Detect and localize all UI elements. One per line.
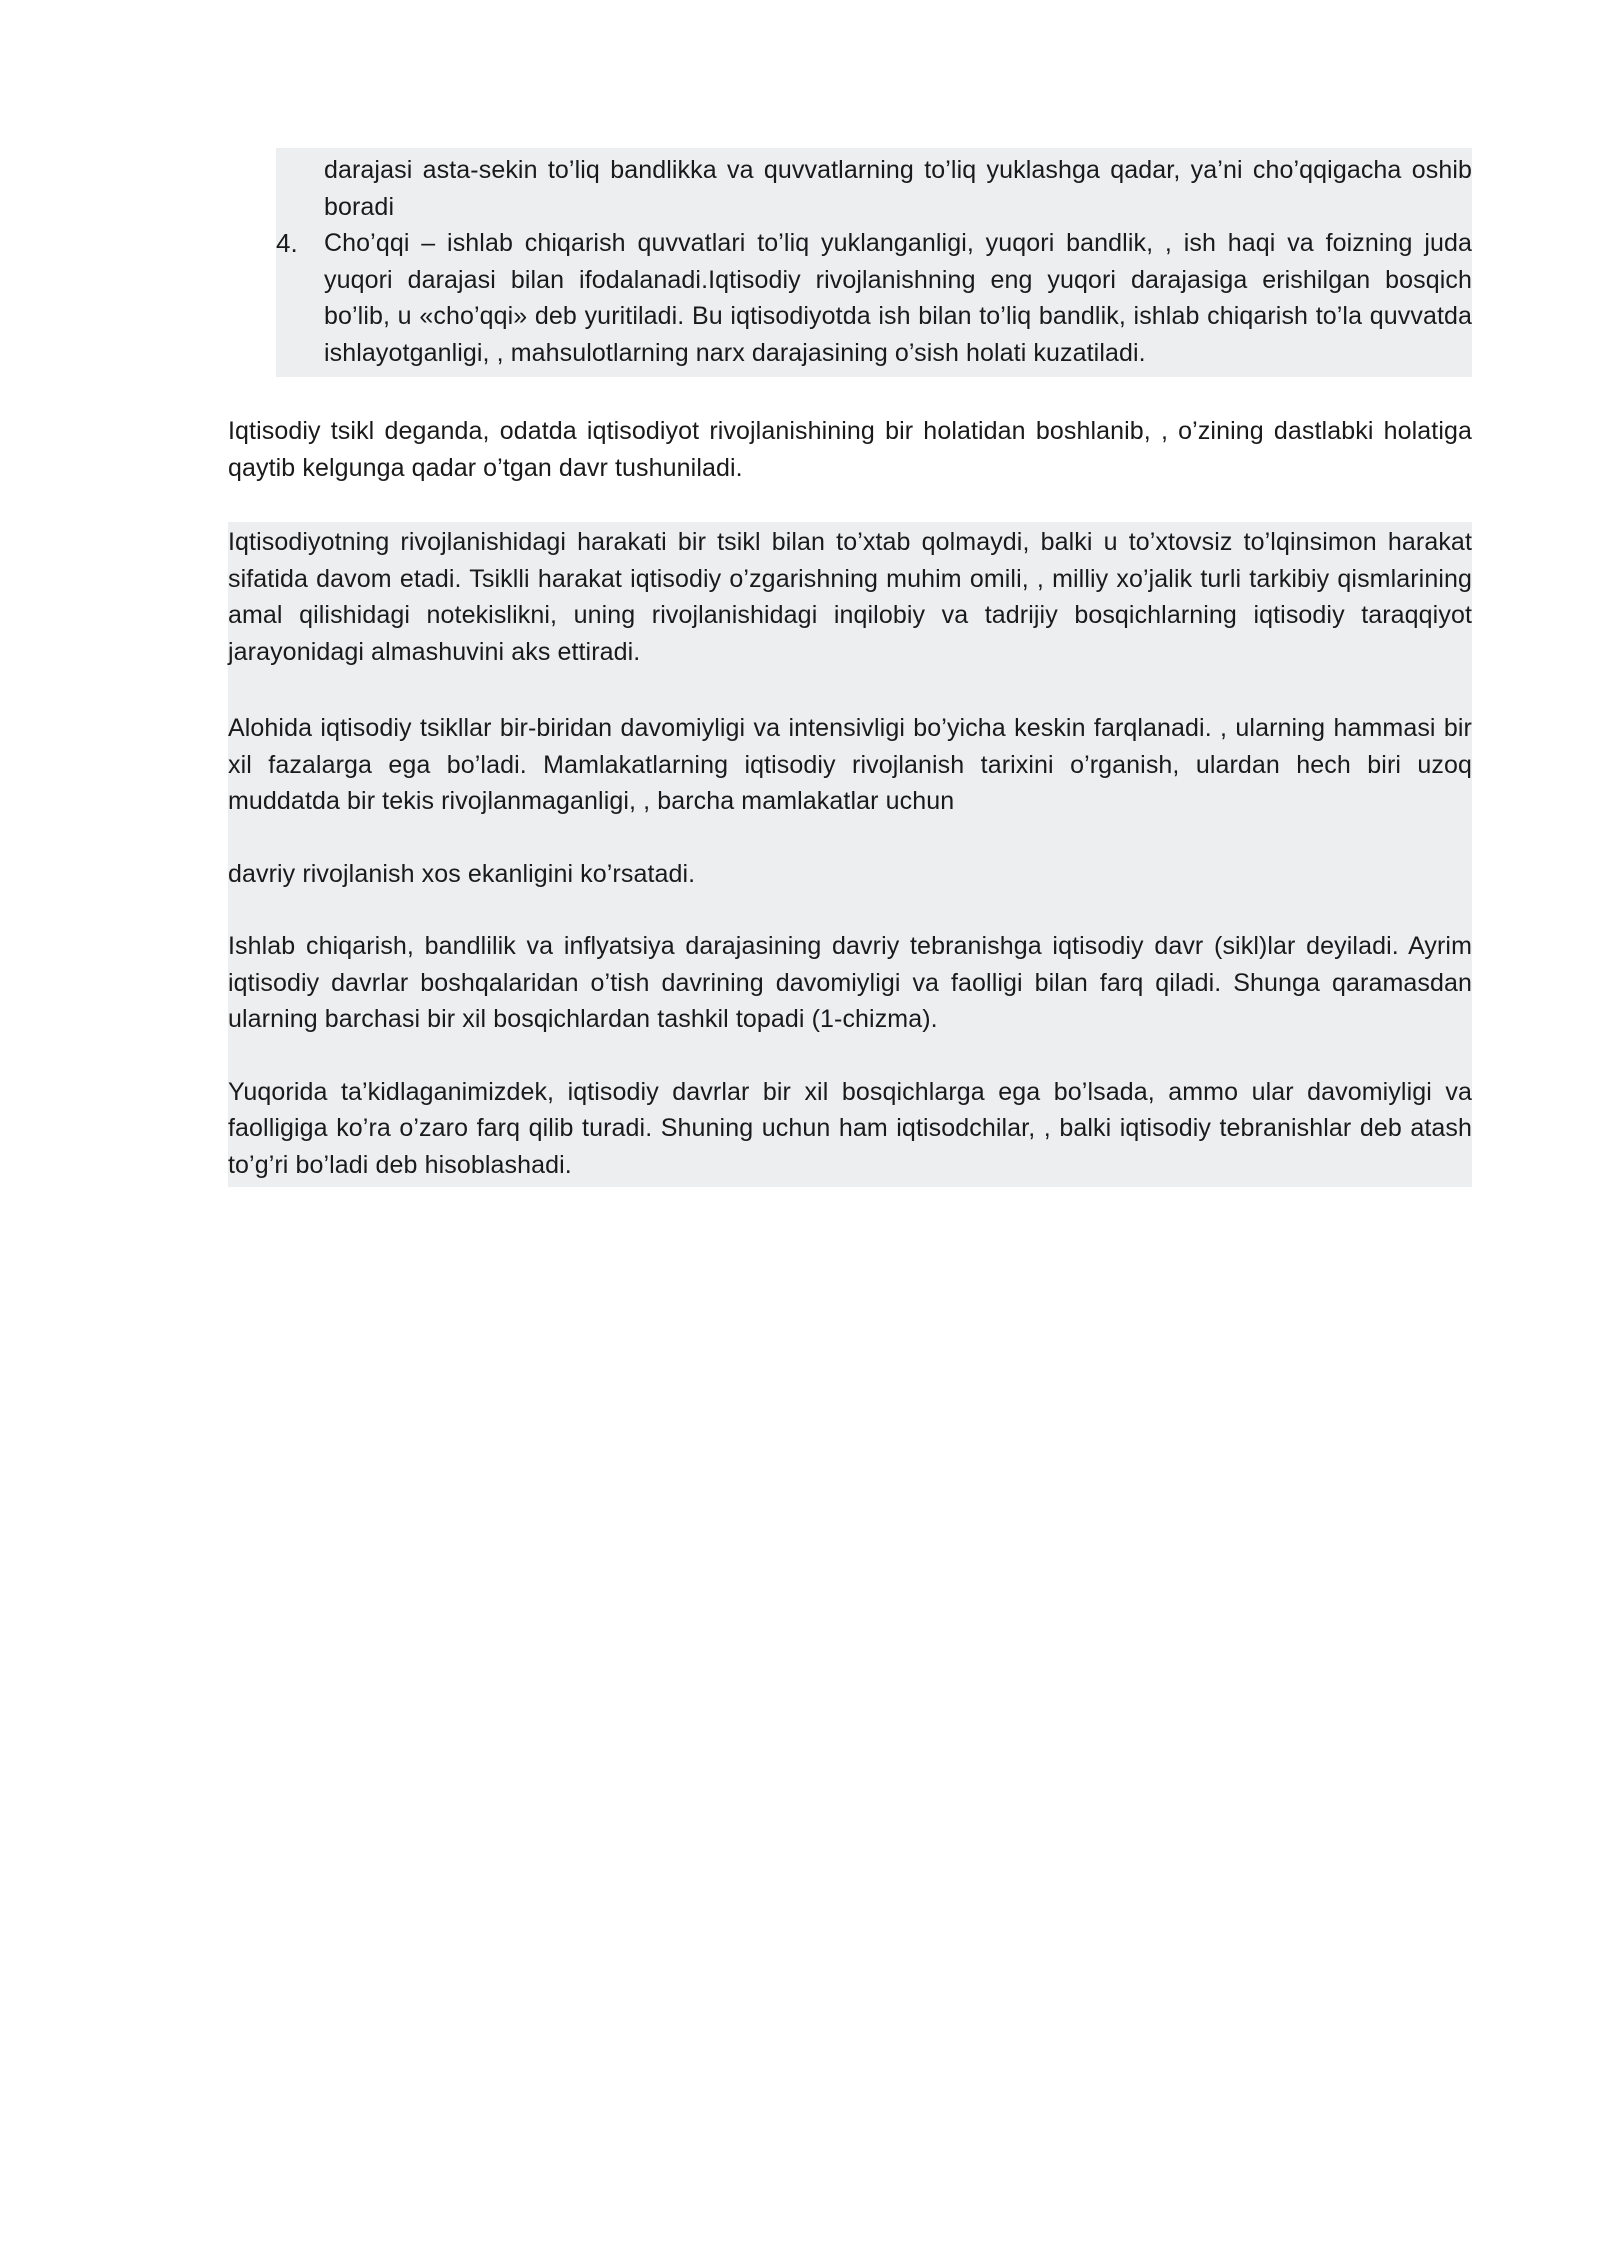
paragraph-text: davriy rivojlanish xos ekanligini ko’rsatadi.	[228, 859, 696, 888]
paragraph-tsikl-definition	[228, 413, 1472, 486]
paragraph-cycles-differ-shaded	[228, 674, 1472, 1187]
numbered-list	[276, 148, 1472, 377]
paragraph-text: Yuqorida ta’kidlaganimizdek, iqtisodiy davrlar bir xil bosqichlarga ega bo’lsada, ammo ular davomiyligi va faolligiga ko’ra o’zaro farq qilib turadi. Shuning uchun ham iqtisodchilar, , balki iqtisodiy tebranishlar deb atash to’g’ri bo’ladi deb hisoblashadi.	[228, 1077, 1472, 1179]
paragraph-text: Ishlab chiqarish, bandlilik va inflyatsiya darajasining davriy tebranishga iqtisodiy davr (sikl)lar deyiladi. Ayrim iqtisodiy davrlar boshqalaridan o’tish davrining davomiyligi va faolligi bilan farq qiladi. Shunga qaramasdan ularning barchasi bir xil bosqichlardan tashkil topadi (1-chizma).	[228, 932, 1472, 1033]
list-item-4	[276, 225, 1472, 371]
list-item-text: Cho’qqi – ishlab chiqarish quvvatlari to’liq yuklanganligi, yuqori bandlik, , ish haqi va foizning juda yuqori darajasi bilan ifodalanadi.Iqtisodiy rivojlanishning eng yuqori darajasiga erishilgan bosqich bo’lib, u «cho’qqi» deb yuritiladi. Bu iqtisodiyotda ish bilan to’liq bandlik, ishlab chiqarish to’la quvvatda ishlayotganligi, , mahsulotlarning narx darajasining o’sish holati kuzatiladi.	[324, 229, 1472, 367]
list-continuation-text: darajasi asta-sekin to’liq bandlikka va quvvatlarning to’liq yuklashga qadar, ya’ni cho’qqigacha oshib boradi	[324, 156, 1472, 221]
paragraph-text: Alohida iqtisodiy tsikllar bir-biridan davomiyligi va intensivligi bo’yicha keskin farqlanadi. , ularning hammasi bir xil fazalarga ega bo’ladi. Mamlakatlarning iqtisodiy rivojlanish tarixini o’rganish, ulardan hech biri uzoq muddatda bir tekis rivojlanmaganligi, , barcha mamlakatlar uchun	[228, 714, 1472, 815]
paragraph-text: Iqtisodiy tsikl deganda, odatda iqtisodiyot rivojlanishining bir holatidan boshlanib, , o’zining dastlabki holatiga qaytib kelgunga qadar o’tgan davr tushuniladi.	[228, 417, 1472, 482]
document-body	[228, 148, 1472, 1187]
paragraph-movement-shaded	[228, 522, 1472, 674]
paragraph-text: Iqtisodiyotning rivojlanishidagi harakati bir tsikl bilan to’xtab qolmaydi, balki u to’xtovsiz to’lqinsimon harakat sifatida davom etadi. Tsiklli harakat iqtisodiy o’zgarishning muhim omili, , milliy xo’jalik turli tarkibiy qismlarining amal qilishidagi notekislikni, uning rivojlanishidagi inqilobiy va tadrijiy bosqichlarning iqtisodiy taraqqiyot jarayonidagi almashuvini aks ettiradi.	[228, 528, 1472, 666]
list-number: 4.	[276, 228, 298, 258]
